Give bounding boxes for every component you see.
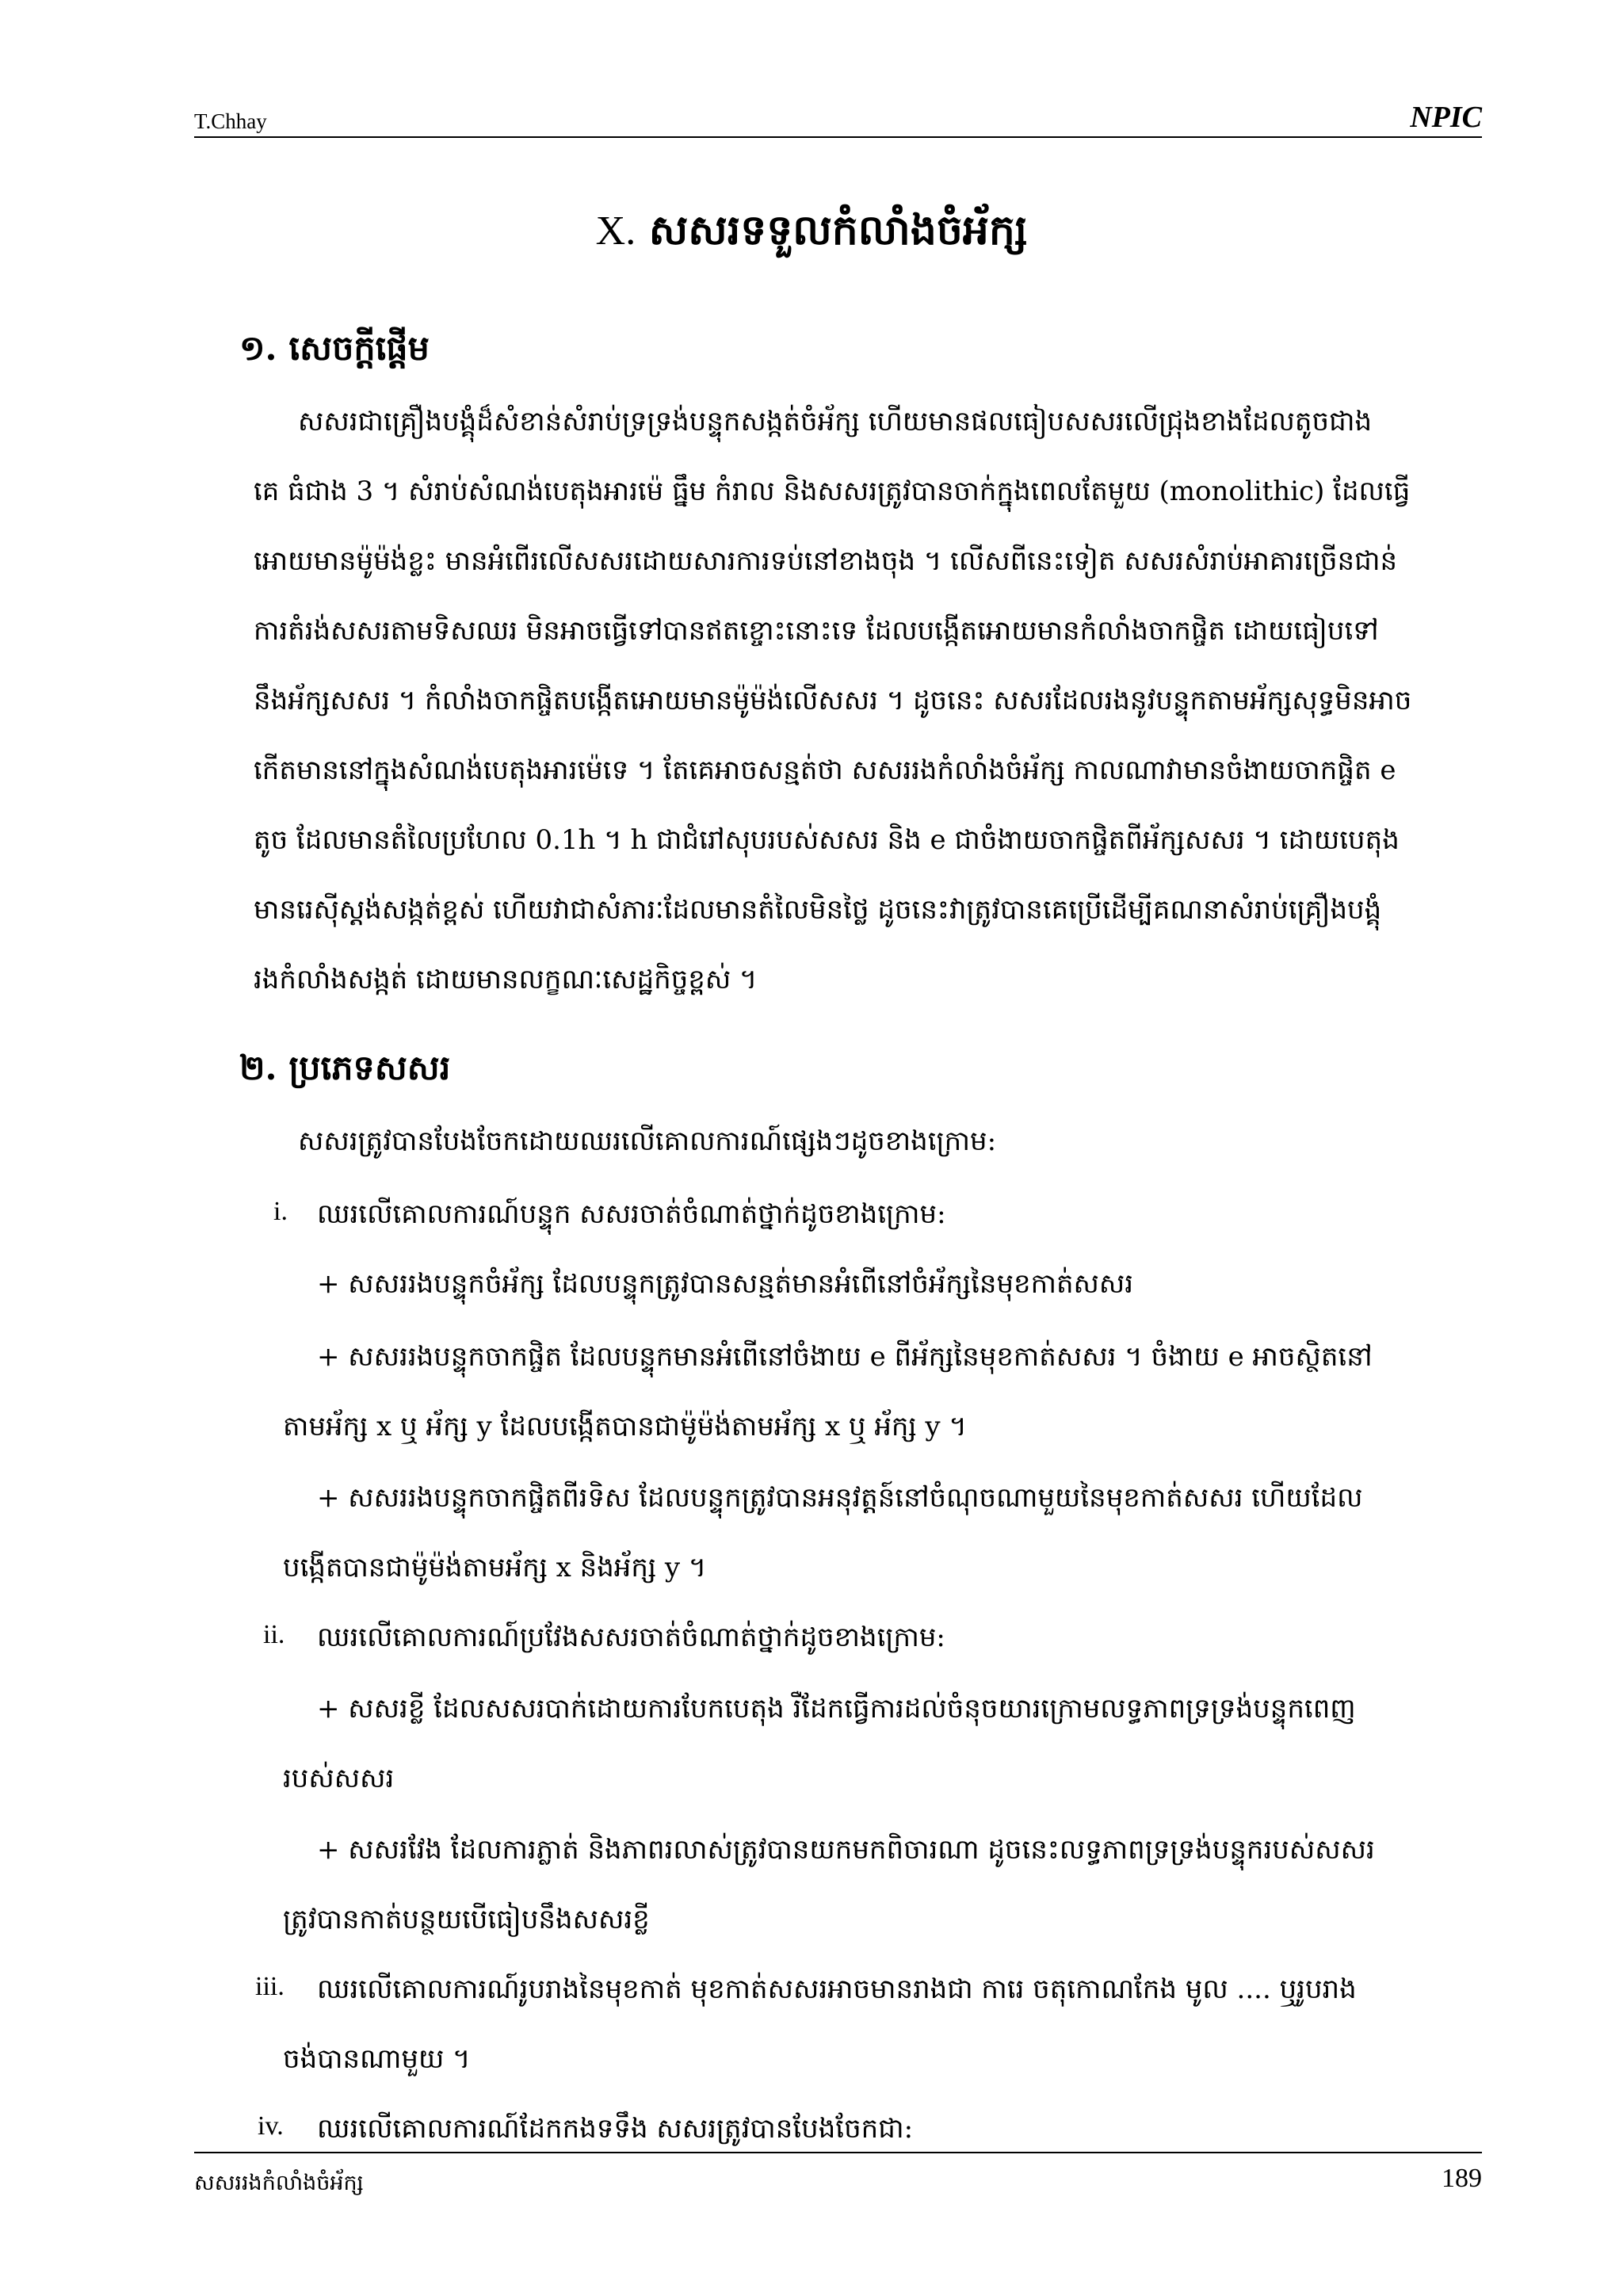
- sub-item-line: របស់សសរ: [283, 1763, 395, 1794]
- page-number: 189: [1442, 2164, 1482, 2193]
- section-intro: សសរត្រូវបានបែងចែកដោយឈរលើគោលការណ៍ផ្សេងៗដូចខាងក្រោម:: [298, 1125, 997, 1157]
- list-item-text: ឈរលើគោលការណ៍រូបរាងនៃមុខកាត់ មុខកាត់សសរអាចមានរាងជា ការេ ចតុកោណកែង មូល .... ឬរូបរាង: [317, 1973, 1357, 2005]
- list-item-number: i.: [273, 1197, 288, 1226]
- sub-item-line: + សសររងបន្ទុកចាកផ្ចិត ដែលបន្ទុកមានអំពើនៅចំងាយ e ពីអ័ក្សនៃមុខកាត់សសរ ។ ចំងាយ e អាចស្ថិតនៅ: [317, 1341, 1373, 1373]
- list-item-number: iii.: [255, 1972, 285, 2001]
- body-line: រងកំលាំងសង្កត់ ដោយមានលក្ខណៈសេដ្ឋកិច្ចខ្ពស់ ។: [254, 964, 758, 995]
- footer-rule: [194, 2152, 1482, 2153]
- sub-item-line: ត្រូវបានកាត់បន្ថយបើធៀបនឹងសសរខ្លី: [283, 1904, 650, 1935]
- sub-item-line: + សសរវែង ដែលការភ្លាត់ និងភាពរលាស់ត្រូវបានយកមកពិចារណា ដូចនេះលទ្ធភាពទ្រទ្រង់បន្ទុករបស់សសរ: [317, 1834, 1375, 1866]
- sub-item-line: + សសរខ្លី ដែលសសរបាក់ដោយការបែកបេតុង រឺដែកធ្វើការដល់ចំនុចយារក្រោមលទ្ធភាពទ្រទ្រង់បន្ទុកពេញ: [317, 1693, 1356, 1725]
- body-line: នឹងអ័ក្សសសរ ។ កំលាំងចាកផ្ចិតបង្កើតអោយមានម៉ូម៉ង់លើសសរ ។ ដូចនេះ សសរដែលរងនូវបន្ទុកតាមអ័ក្សសុទ្ធមិនអាច: [254, 685, 1412, 716]
- sub-item-line: + សសររងបន្ទុកចាកផ្ចិតពីរទិស ដែលបន្ទុកត្រូវបានអនុវត្តន៍នៅចំណុចណាមួយនៃមុខកាត់សសរ ហើយដែល: [317, 1482, 1363, 1514]
- footer-chapter: សសររងកំលាំងចំអ័ក្ស: [194, 2171, 364, 2195]
- body-line: កើតមាននៅក្នុងសំណង់បេតុងអារម៉េទេ ។ តែគេអាចសន្មត់ថា សសររងកំលាំងចំអ័ក្ស កាលណាវាមានចំងាយចាកផ្ចិត e: [254, 755, 1396, 786]
- header-rule: [194, 136, 1482, 138]
- sub-item-line: តាមអ័ក្ស x ឬ អ័ក្ស y ដែលបង្កើតបានជាម៉ូម៉ង់តាមអ័ក្ស x ឬ អ័ក្ស y ។: [283, 1411, 967, 1442]
- list-item-continuation: ចង់បានណាមួយ ។: [283, 2043, 471, 2075]
- body-line: តូច ដែលមានតំលៃប្រហែល 0.1h ។ h ជាជំរៅសុបរបស់សសរ និង e ជាចំងាយចាកផ្ចិតពីអ័ក្សសសរ ។ ដោយបេតុង: [254, 824, 1400, 856]
- header-author: T.Chhay: [194, 109, 267, 133]
- chapter-number: X.: [595, 208, 636, 254]
- sub-item-line: + សសររងបន្ទុកចំអ័ក្ស ដែលបន្ទុកត្រូវបានសន្មត់មានអំពើនៅចំអ័ក្សនៃមុខកាត់សសរ: [317, 1268, 1134, 1300]
- list-item-number: iv.: [258, 2111, 284, 2141]
- list-item-text: ឈរលើគោលការណ៍ប្រវែងសសរចាត់ចំណាត់ថ្នាក់ដូចខាងក្រោម:: [317, 1622, 945, 1653]
- body-line: ការតំរង់សសរតាមទិសឈរ មិនអាចធ្វើទៅបានឥតខ្ចោះនោះទេ ដែលបង្កើតអោយមានកំលាំងចាកផ្ចិត ដោយធៀបទៅ: [254, 615, 1379, 647]
- list-item-text: ឈរលើគោលការណ៍ដែកកងទទឹង សសរត្រូវបានបែងចែកជា:: [317, 2113, 914, 2145]
- list-item-text: ឈរលើគោលការណ៍បន្ទុក សសរចាត់ចំណាត់ថ្នាក់ដូចខាងក្រោម:: [317, 1198, 946, 1230]
- sub-item-line: បង្កើតបានជាម៉ូម៉ង់តាមអ័ក្ស x និងអ័ក្ស y ។: [283, 1552, 707, 1584]
- body-line: មានរេស៊ីស្តង់សង្កត់ខ្ពស់ ហើយវាជាសំភារៈដែលមានតំលៃមិនថ្លៃ ដូចនេះវាត្រូវបានគេប្រើដើម្បីគណនាសំរាប់គ្រឿងបង្គុំ: [254, 894, 1382, 926]
- chapter-title-text: សសរទទួលកំលាំងចំអ័ក្ស: [648, 206, 1028, 254]
- body-line: អោយមានម៉ូម៉ង់ខ្លះ មានអំពើរលើសសរដោយសារការទប់នៅខាងចុង ។ លើសពីនេះទៀត សសរសំរាប់អាគារច្រើនជាន់: [254, 545, 1398, 577]
- header-brand: NPIC: [1410, 101, 1482, 134]
- body-line: គេ ធំជាង 3 ។ សំរាប់សំណង់បេតុងអារម៉េ ធ្នឹម កំរាល និងសសរត្រូវបានចាក់ក្នុងពេលតែមួយ (monolithic) ដែលធ្វើ: [254, 476, 1411, 507]
- section-heading: ២. ប្រភេទសសរ: [239, 1049, 451, 1088]
- chapter-title: [0, 204, 1623, 265]
- section-heading: ១. សេចក្តីផ្តើម: [239, 329, 430, 369]
- list-item-number: ii.: [263, 1620, 285, 1649]
- body-line: សសរជាគ្រឿងបង្គុំដ៏សំខាន់សំរាប់ទ្រទ្រង់បន្ទុកសង្កត់ចំអ័ក្ស ហើយមានផលធៀបសសរលើជ្រុងខាងដែលតូចជាង: [298, 406, 1373, 437]
